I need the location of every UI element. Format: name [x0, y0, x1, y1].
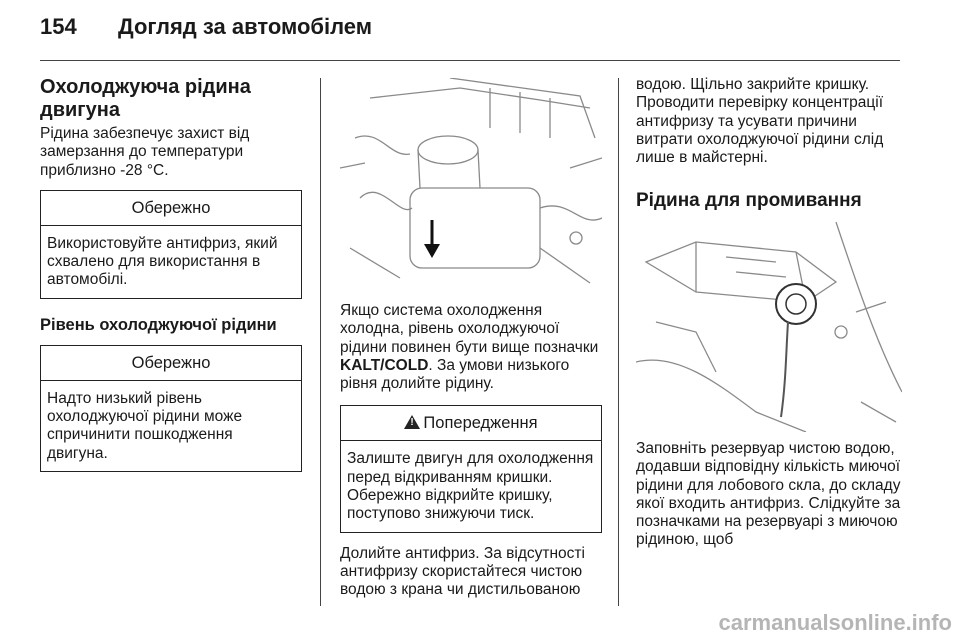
- kalt-cold-mark: KALT/COLD: [340, 356, 429, 374]
- section-heading-coolant: Охолоджуюча рідина двигуна: [40, 76, 251, 121]
- washer-fill-text: Заповніть резервуар чистою водою, додавши відповідну кількість миючої рідини для лобового скла, до складу якої входить антифриз. Слідкуйте за позначками на резервуарі з миючою рідиною, щоб: [636, 440, 901, 549]
- column-3: [636, 76, 902, 212]
- warning-box-header: [341, 406, 601, 441]
- column-1: [40, 76, 302, 472]
- header-rule: [40, 60, 900, 61]
- column-divider-2: [618, 78, 619, 606]
- warning-box-body: Залиште двигун для охолодження перед відкриванням кришки. Обережно відкрийте кришку, поступово знижуючи тиск.: [347, 450, 594, 523]
- caution-box-1-body: Використовуйте антифриз, який схвалено для використання в автомобілі.: [47, 234, 278, 289]
- caution-box-2-title: Обережно: [41, 346, 301, 381]
- coolant-level-text-a: Якщо система охолодження холодна, рівень охолоджуючої рідини повинен бути вище позначки: [340, 302, 599, 356]
- page-title: Догляд за автомобілем: [118, 14, 373, 39]
- page-header: [40, 14, 372, 40]
- section-heading-washer: Рідина для промивання: [636, 190, 862, 212]
- warning-box: [340, 405, 602, 532]
- caution-box-1: [40, 190, 302, 299]
- topup-text: Долийте антифриз. За відсутності антифризу скористайтеся чистою водою з крана чи дистильованою: [340, 544, 585, 599]
- column-2: [340, 302, 602, 600]
- column-3-bottom: [636, 440, 902, 550]
- caution-box-2-body: Надто низький рівень охолоджуючої рідини може спричинити пошкодження двигуна.: [47, 389, 243, 462]
- continued-text: водою. Щільно закрийте кришку. Проводити перевірку концентрації антифризу та усувати причини витрати охолоджуючої рідини слід лише в майстерні.: [636, 76, 884, 167]
- watermark: carmanualsonline.info: [718, 610, 952, 635]
- column-divider-1: [320, 78, 321, 606]
- coolant-intro: Рідина забезпечує захист від замерзання до температури приблизно -28 °C.: [40, 125, 250, 179]
- coolant-level-text: [340, 302, 602, 393]
- warning-triangle-icon: [404, 415, 420, 429]
- page-number: 154: [40, 14, 77, 39]
- subheading-coolant-level: Рівень охолоджуючої рідини: [40, 315, 277, 334]
- coolant-reservoir-illustration: [340, 78, 602, 288]
- caution-box-1-title: Обережно: [41, 191, 301, 226]
- washer-reservoir-illustration: [636, 222, 902, 432]
- caution-box-2: [40, 345, 302, 472]
- warning-box-title: Попередження: [423, 414, 538, 433]
- coolant-level-text-b: . За умови низького рівня долийте рідину.: [340, 356, 570, 393]
